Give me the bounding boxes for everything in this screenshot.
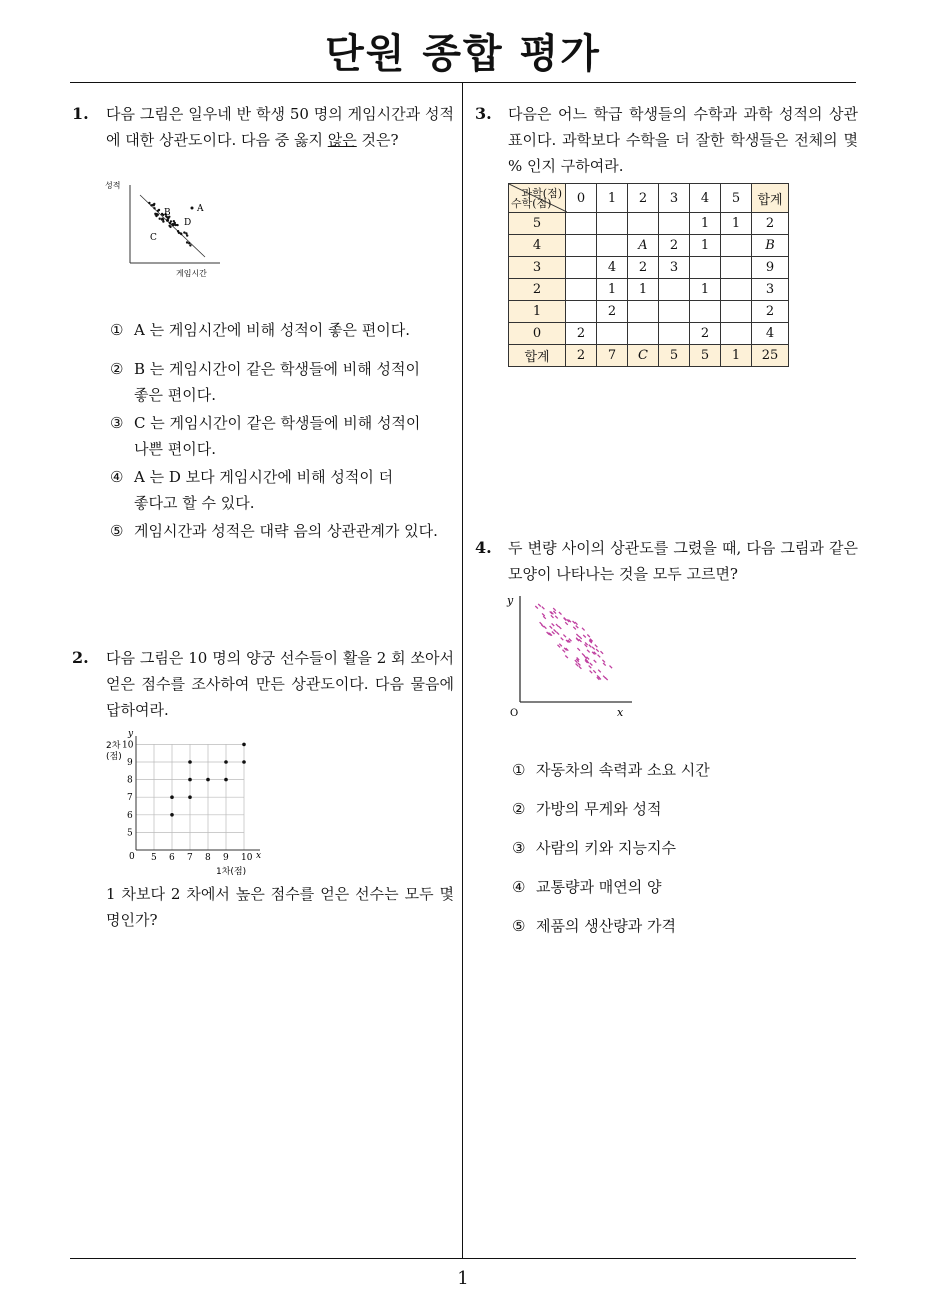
q3-cell	[628, 301, 659, 323]
q3-cell	[659, 213, 690, 235]
q1-dot	[186, 234, 188, 236]
q4-choice-2-num: ②	[512, 800, 526, 818]
q1-choice-3-text-cont: 나쁜 편이다.	[134, 440, 216, 458]
q4-dot	[576, 626, 579, 629]
q3-cell	[721, 323, 752, 345]
q2-x-tick-label: 8	[205, 853, 211, 863]
q2-axes	[136, 736, 260, 850]
q2-data-point	[206, 778, 210, 782]
q2-x-tick-label: 7	[187, 853, 193, 863]
q3-cell	[721, 257, 752, 279]
q3-row	[509, 235, 789, 257]
q3-cell: 2	[752, 301, 789, 323]
q4-dot	[551, 612, 554, 615]
q3-table-body	[509, 213, 789, 367]
q4-choice-1-text: 자동차의 속력과 소요 시간	[536, 761, 710, 779]
q1-label-a: A	[197, 204, 204, 214]
q2-data-point	[188, 760, 192, 764]
q3-cell: 3	[659, 257, 690, 279]
q3-header-row	[509, 184, 789, 213]
q3-cell: 2	[566, 345, 597, 367]
q4-dot	[579, 666, 582, 669]
q4-dot	[587, 657, 590, 660]
q2-ylabel: 2차	[106, 741, 121, 751]
q3-col-header: 0	[566, 184, 597, 213]
q4-text: 두 변량 사이의 상관도를 그렸을 때, 다음 그림과 같은 모양이 나타나는 것을 모두 고르면?	[508, 539, 858, 583]
q4-dot	[582, 653, 585, 656]
q4-choice-3-text: 사람의 키와 지능지수	[536, 839, 676, 857]
q3-cell	[566, 301, 597, 323]
q4-dot	[592, 647, 595, 650]
q1-ylabel: 성적	[105, 181, 121, 190]
q4-dot	[598, 655, 601, 658]
q4-dot	[577, 648, 580, 651]
q4-choice-4-text: 교통량과 매연의 양	[536, 878, 662, 896]
q4-dot	[589, 666, 592, 669]
q2-ticks	[122, 740, 253, 863]
q3-col-header: 3	[659, 184, 690, 213]
q1-choice-3-num: ③	[110, 414, 124, 432]
q3-row	[509, 301, 789, 323]
q2-data-point	[188, 795, 192, 799]
q4-dot	[565, 656, 568, 659]
q3-cell: C	[628, 345, 659, 367]
q4-dot	[554, 629, 557, 632]
q1-choice-5	[110, 518, 455, 544]
q2-y-tick-label: 6	[127, 810, 133, 821]
q4-dot	[559, 626, 562, 629]
q4-dot	[542, 613, 545, 616]
q3-text: 다음은 어느 학급 학생들의 수학과 과학 성적의 상관표이다. 과학보다 수학을 더 잘한 학생들은 전체의 몇 % 인지 구하여라.	[508, 105, 858, 175]
q4-dot	[565, 622, 568, 625]
q3-cell: 1	[721, 345, 752, 367]
q2-text: 다음 그림은 10 명의 양궁 선수들이 활을 2 회 쏘아서 얻은 점수를 조사하여 만든 상관도이다. 다음 물음에 답하여라.	[106, 649, 454, 719]
q3-col-header: 1	[597, 184, 628, 213]
q1-dot	[157, 210, 159, 212]
q1-dot	[186, 241, 188, 243]
q3-cell: 2	[752, 213, 789, 235]
q4-dot	[538, 604, 541, 607]
q3-cell	[659, 323, 690, 345]
q3-cell: 1	[628, 279, 659, 301]
q4-number: 4.	[475, 538, 492, 557]
q4-dot	[550, 626, 553, 629]
q4-dot	[559, 644, 562, 647]
q4-choice-2-text: 가방의 무게와 성적	[536, 800, 662, 818]
q1-dot	[162, 220, 164, 222]
q2-x-letter: x	[256, 851, 262, 861]
q3-cell	[566, 279, 597, 301]
q3-row	[509, 323, 789, 345]
q4-choice-4-num: ④	[512, 878, 526, 896]
q4-y-letter: y	[507, 594, 514, 607]
q1-choice-4-text: A 는 D 보다 게임시간에 비해 성적이 더	[134, 468, 394, 486]
q2-y-tick-label: 10	[122, 740, 134, 751]
q3-cell: 1	[721, 213, 752, 235]
q3-row-header: 4	[509, 235, 566, 257]
q4-dot	[590, 671, 593, 674]
q1-choice-1-num: ①	[110, 321, 124, 339]
q1-label-c: C	[150, 233, 157, 243]
q3-col-header: 4	[690, 184, 721, 213]
q3-cell: 1	[690, 279, 721, 301]
q1-label-b: B	[164, 208, 171, 218]
q3-cell: 4	[597, 257, 628, 279]
q3-cell: 2	[690, 323, 721, 345]
q4-dot	[542, 607, 545, 610]
q2-xlabel: 1차(점)	[216, 867, 247, 877]
q1-dot	[148, 202, 150, 204]
q1-dot	[167, 219, 169, 221]
q1-text-before: 다음 그림은 일우네 반 학생 50 명의 게임시간과 성적에 대한 상관도이다. 다음 중 옳지	[106, 105, 454, 149]
q1-choice-2	[110, 356, 455, 408]
q4-dot	[587, 635, 590, 638]
q4-dot	[578, 663, 581, 666]
q3-row-header: 1	[509, 301, 566, 323]
q4-choice-5	[512, 913, 676, 939]
q1-label-d: D	[184, 218, 192, 228]
q4-dot	[543, 616, 546, 619]
q3-corner-cell	[509, 184, 566, 213]
q2-data-point	[242, 743, 246, 747]
q1-choice-5-text: 게임시간과 성적은 대략 음의 상관관계가 있다.	[134, 522, 438, 540]
q4-dot	[557, 632, 560, 635]
q1-text	[106, 101, 454, 153]
q4-dot	[601, 651, 604, 654]
q2-y-tick-label: 5	[127, 828, 133, 839]
q2-y-tick-label: 9	[127, 758, 133, 768]
q4-dot	[558, 645, 561, 648]
q1-text-underlined: 않은	[327, 131, 357, 149]
q1-text-after: 것은?	[356, 131, 399, 149]
q3-cell: 7	[597, 345, 628, 367]
q3-row	[509, 279, 789, 301]
q3-cell: 5	[659, 345, 690, 367]
q4-dot	[579, 636, 582, 639]
q4-dot	[602, 660, 605, 663]
q3-cell: 25	[752, 345, 789, 367]
q4-dots	[535, 604, 612, 680]
q3-cell: 2	[659, 235, 690, 257]
q2-data-point	[170, 813, 174, 817]
q4-dot	[590, 663, 593, 666]
q3-cell: 1	[690, 213, 721, 235]
q4-scatter-plot	[502, 590, 642, 720]
q1-number: 1.	[72, 104, 89, 123]
q1-dot	[170, 220, 172, 222]
q3-col-header-total: 합계	[752, 184, 789, 213]
q4-dot	[573, 627, 576, 630]
page-title: 단원 종합 평가	[325, 31, 601, 77]
q4-dot	[535, 606, 538, 609]
q4-dot	[551, 615, 554, 618]
q2-data-point	[170, 795, 174, 799]
q1-dot	[188, 242, 190, 244]
q4-dot	[564, 618, 567, 621]
q1-scatter-plot	[100, 175, 230, 285]
q3-cell: 3	[752, 279, 789, 301]
q4-dot	[593, 670, 596, 673]
q1-dot	[159, 218, 161, 220]
q1-dot	[178, 232, 180, 234]
q4-dot	[596, 649, 599, 652]
q1-dot	[169, 226, 171, 228]
q4-dot	[575, 622, 578, 625]
page-number: 1	[457, 1268, 469, 1289]
q3-cell	[690, 257, 721, 279]
q1-choice-3	[110, 410, 455, 462]
q4-choice-2	[512, 796, 661, 822]
q3-cell: A	[628, 235, 659, 257]
q3-cell	[566, 213, 597, 235]
q3-cell: 2	[628, 257, 659, 279]
q3-cell: 4	[752, 323, 789, 345]
q3-row-header: 합계	[509, 345, 566, 367]
q4-dot	[552, 623, 555, 626]
q1-choice-1	[110, 317, 455, 343]
q4-dot	[576, 634, 579, 637]
q1-choice-4-text-cont: 좋다고 할 수 있다.	[134, 494, 255, 512]
q3-corner-top: 과학(점)	[521, 187, 562, 200]
q2-y-letter: y	[128, 729, 134, 739]
q3-cell	[721, 235, 752, 257]
q3-col-header: 2	[628, 184, 659, 213]
q3-cell: 9	[752, 257, 789, 279]
q4-dot	[559, 612, 562, 615]
q4-dot	[553, 608, 556, 611]
q1-dot	[172, 224, 174, 226]
q3-cell	[659, 301, 690, 323]
q1-dot	[153, 207, 155, 209]
q3-cell: 5	[690, 345, 721, 367]
q4-dot	[587, 650, 590, 653]
q2-x-tick-label: 5	[151, 853, 157, 863]
q2-scatter-plot	[100, 728, 270, 880]
q1-dot	[153, 204, 155, 206]
q3-cell	[566, 235, 597, 257]
q4-origin: O	[510, 708, 519, 719]
q4-choice-1	[512, 757, 710, 783]
bottom-rule	[70, 1258, 856, 1259]
q2-data-point	[188, 778, 192, 782]
q3-cell: B	[752, 235, 789, 257]
q3-cell	[721, 279, 752, 301]
q1-dot	[156, 213, 158, 215]
q1-dot	[150, 204, 152, 206]
q4-dot	[610, 666, 613, 669]
q3-row-header: 5	[509, 213, 566, 235]
q3-cell: 1	[597, 279, 628, 301]
q1-choice-4	[110, 464, 455, 516]
q4-choice-3-num: ③	[512, 839, 526, 857]
q4-dot	[540, 622, 543, 625]
q4-dot	[576, 664, 579, 667]
q2-number: 2.	[72, 648, 89, 667]
q3-cell: 1	[690, 235, 721, 257]
q3-cell	[597, 235, 628, 257]
q3-correlation-table	[508, 183, 789, 367]
q4-dot	[583, 635, 586, 638]
q2-data-point	[224, 760, 228, 764]
q3-row-header: 3	[509, 257, 566, 279]
q2-data-point	[224, 778, 228, 782]
q4-x-letter: x	[617, 706, 624, 719]
q4-dot	[589, 645, 592, 648]
q4-choice-1-num: ①	[512, 761, 526, 779]
q1-choice-4-num: ④	[110, 468, 124, 486]
q3-row	[509, 257, 789, 279]
q4-choice-3	[512, 835, 676, 861]
q1-trend-line	[140, 195, 205, 257]
q3-row-header: 2	[509, 279, 566, 301]
q4-dot	[595, 645, 598, 648]
q4-dot	[555, 616, 558, 619]
q4-dot	[605, 678, 608, 681]
q4-dot	[553, 611, 556, 614]
q4-dot	[552, 632, 555, 635]
q2-x-tick-label: 6	[169, 853, 175, 863]
q3-row	[509, 213, 789, 235]
column-divider	[462, 83, 463, 1258]
q3-cell	[690, 301, 721, 323]
q4-choice-5-text: 제품의 생산량과 가격	[536, 917, 676, 935]
q4-dot	[598, 670, 601, 673]
q3-cell	[628, 213, 659, 235]
q3-cell: 2	[566, 323, 597, 345]
q1-choice-2-text-cont: 좋은 편이다.	[134, 386, 216, 404]
q3-cell	[597, 213, 628, 235]
q4-choice-4	[512, 874, 661, 900]
q3-corner-bottom: 수학(점)	[511, 197, 552, 210]
q1-dot	[161, 213, 163, 215]
q3-cell: 2	[597, 301, 628, 323]
q3-cell	[566, 257, 597, 279]
q2-ylabel-unit: (점)	[106, 752, 122, 762]
q3-cell	[659, 279, 690, 301]
q4-dot	[561, 638, 564, 641]
q4-dot	[582, 628, 585, 631]
q3-row-header: 0	[509, 323, 566, 345]
q1-dot	[176, 224, 178, 226]
q2-y-tick-label: 8	[127, 775, 133, 786]
q2-x-tick-label: 9	[223, 853, 229, 863]
q2-origin: 0	[129, 852, 135, 862]
q1-choice-3-text: C 는 게임시간이 같은 학생들에 비해 성적이	[134, 414, 421, 432]
q2-x-tick-label: 10	[241, 853, 253, 863]
q3-number: 3.	[475, 104, 492, 123]
q1-choice-5-num: ⑤	[110, 522, 124, 540]
q4-dot	[563, 635, 566, 638]
q1-dot	[189, 244, 191, 246]
q1-choice-2-text: B 는 게임시간이 같은 학생들에 비해 성적이	[134, 360, 420, 378]
q2-data-point	[242, 760, 246, 764]
q1-point-a-dot	[191, 207, 194, 210]
top-rule	[70, 82, 856, 83]
q4-dot	[603, 663, 606, 666]
q1-dot	[183, 231, 185, 233]
q4-dot	[563, 650, 566, 653]
q2-y-tick-label: 7	[127, 793, 133, 804]
q3-col-header: 5	[721, 184, 752, 213]
q3-row	[509, 345, 789, 367]
q2-question: 1 차보다 2 차에서 높은 점수를 얻은 선수는 모두 몇 명인가?	[106, 885, 454, 929]
q1-choice-2-num: ②	[110, 360, 124, 378]
q4-dot	[556, 624, 559, 627]
q4-choice-5-num: ⑤	[512, 917, 526, 935]
q3-cell	[597, 323, 628, 345]
q1-choice-1-text: A 는 게임시간에 비해 성적이 좋은 편이다.	[134, 321, 411, 339]
q3-cell	[721, 301, 752, 323]
q4-dot	[594, 660, 597, 663]
q4-dot	[576, 638, 579, 641]
q4-dot	[573, 621, 576, 624]
q1-xlabel: 게임시간	[176, 269, 207, 278]
q3-cell	[628, 323, 659, 345]
